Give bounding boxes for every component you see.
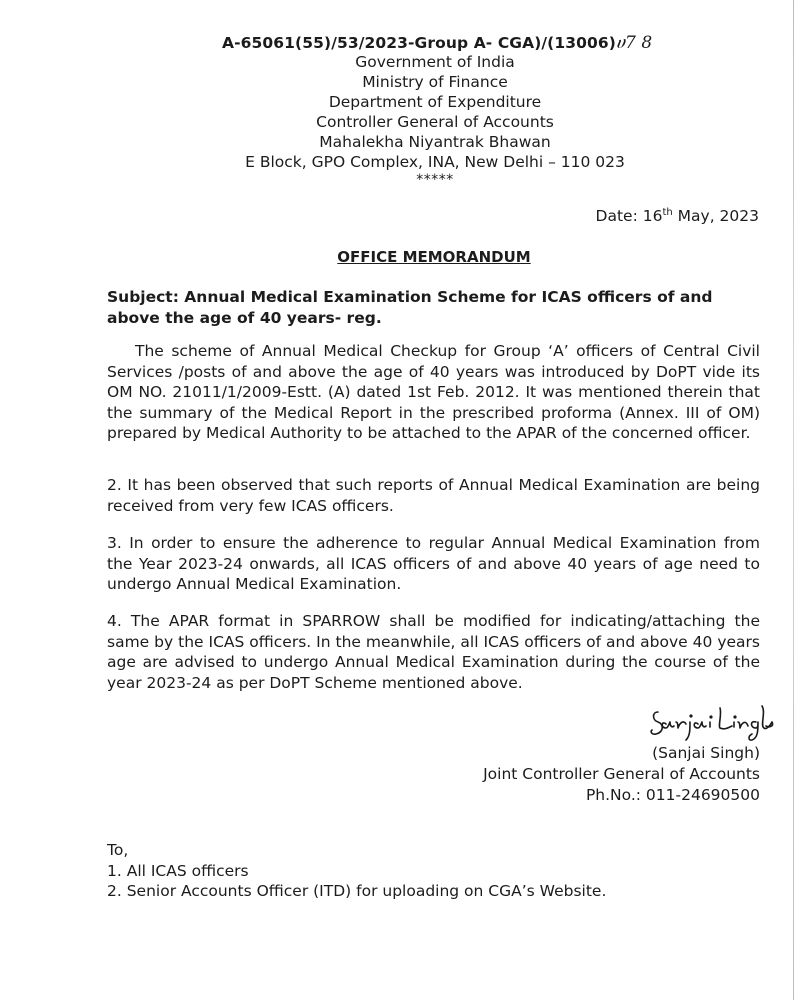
distribution-list: [107, 840, 606, 902]
reference-number: [222, 33, 652, 53]
header-separator: *****: [416, 172, 454, 188]
recipient-1: 1. All ICAS officers: [107, 861, 249, 880]
signatory-phone: Ph.No.: 011-24690500: [585, 786, 760, 804]
office-header: [180, 52, 690, 187]
signatory-designation: Joint Controller General of Accounts: [483, 765, 760, 783]
recipient-2: 2. Senior Accounts Officer (ITD) for uploading on CGA’s Website.: [107, 882, 607, 900]
header-line-department: Department of Expenditure: [328, 93, 542, 111]
date-month-year: May, 2023: [672, 207, 759, 226]
paragraph-4: 4. The APAR format in SPARROW shall be modified for indicating/attaching the same by the ICAS officers. In the meanwhile, all ICAS officers of and above 40 years age are advised to undergo Annual Medical Examination during the course of the year 2023-24 as per DoPT Scheme mentioned above.: [107, 612, 760, 692]
to-label: To,: [107, 841, 129, 859]
paragraph-2: 2. It has been observed that such reports of Annual Medical Examination are being received from very few ICAS officers.: [107, 476, 760, 515]
scan-edge: [793, 0, 794, 1000]
memo-title: OFFICE MEMORANDUM: [337, 248, 531, 266]
handwritten-signature: [648, 700, 778, 742]
signature-block: [483, 743, 760, 806]
header-line-government: Government of India: [355, 53, 515, 71]
paragraph-3: 3. In order to ensure the adherence to regular Annual Medical Examination from the Year 2023-24 onwards, all ICAS officers of and above 40 years of age need to undergo Annual Medical Examination.: [107, 534, 760, 593]
date-label: Date: 16: [595, 207, 663, 226]
paragraph-1: The scheme of Annual Medical Checkup for Group ‘A’ officers of Central Civil Services /posts of and above the age of 40 years was introduced by DoPT vide its OM NO. 21011/1/2009-Estt. (A) dated 1st Feb. 2012. It was mentioned therein that the summary of the Medical Report in the prescribed proforma (Annex. III of OM) prepared by Medical Authority to be attached to the APAR of the concerned officer.: [107, 342, 760, 442]
reference-number-text: A-65061(55)/53/2023-Group A- CGA)/(13006): [222, 34, 616, 52]
handwritten-reference: ሀ7 8: [615, 33, 653, 53]
header-line-address: E Block, GPO Complex, INA, New Delhi – 110 023: [245, 153, 625, 171]
memo-subject: Subject: Annual Medical Examination Scheme for ICAS officers of and above the age of 40 years- reg.: [107, 288, 713, 327]
date-ordinal: th: [662, 207, 673, 218]
header-line-office: Controller General of Accounts: [316, 113, 554, 131]
header-line-ministry: Ministry of Finance: [362, 73, 508, 91]
memo-date: [596, 207, 759, 225]
header-line-building: Mahalekha Niyantrak Bhawan: [319, 133, 551, 151]
signatory-name: (Sanjai Singh): [652, 744, 760, 762]
